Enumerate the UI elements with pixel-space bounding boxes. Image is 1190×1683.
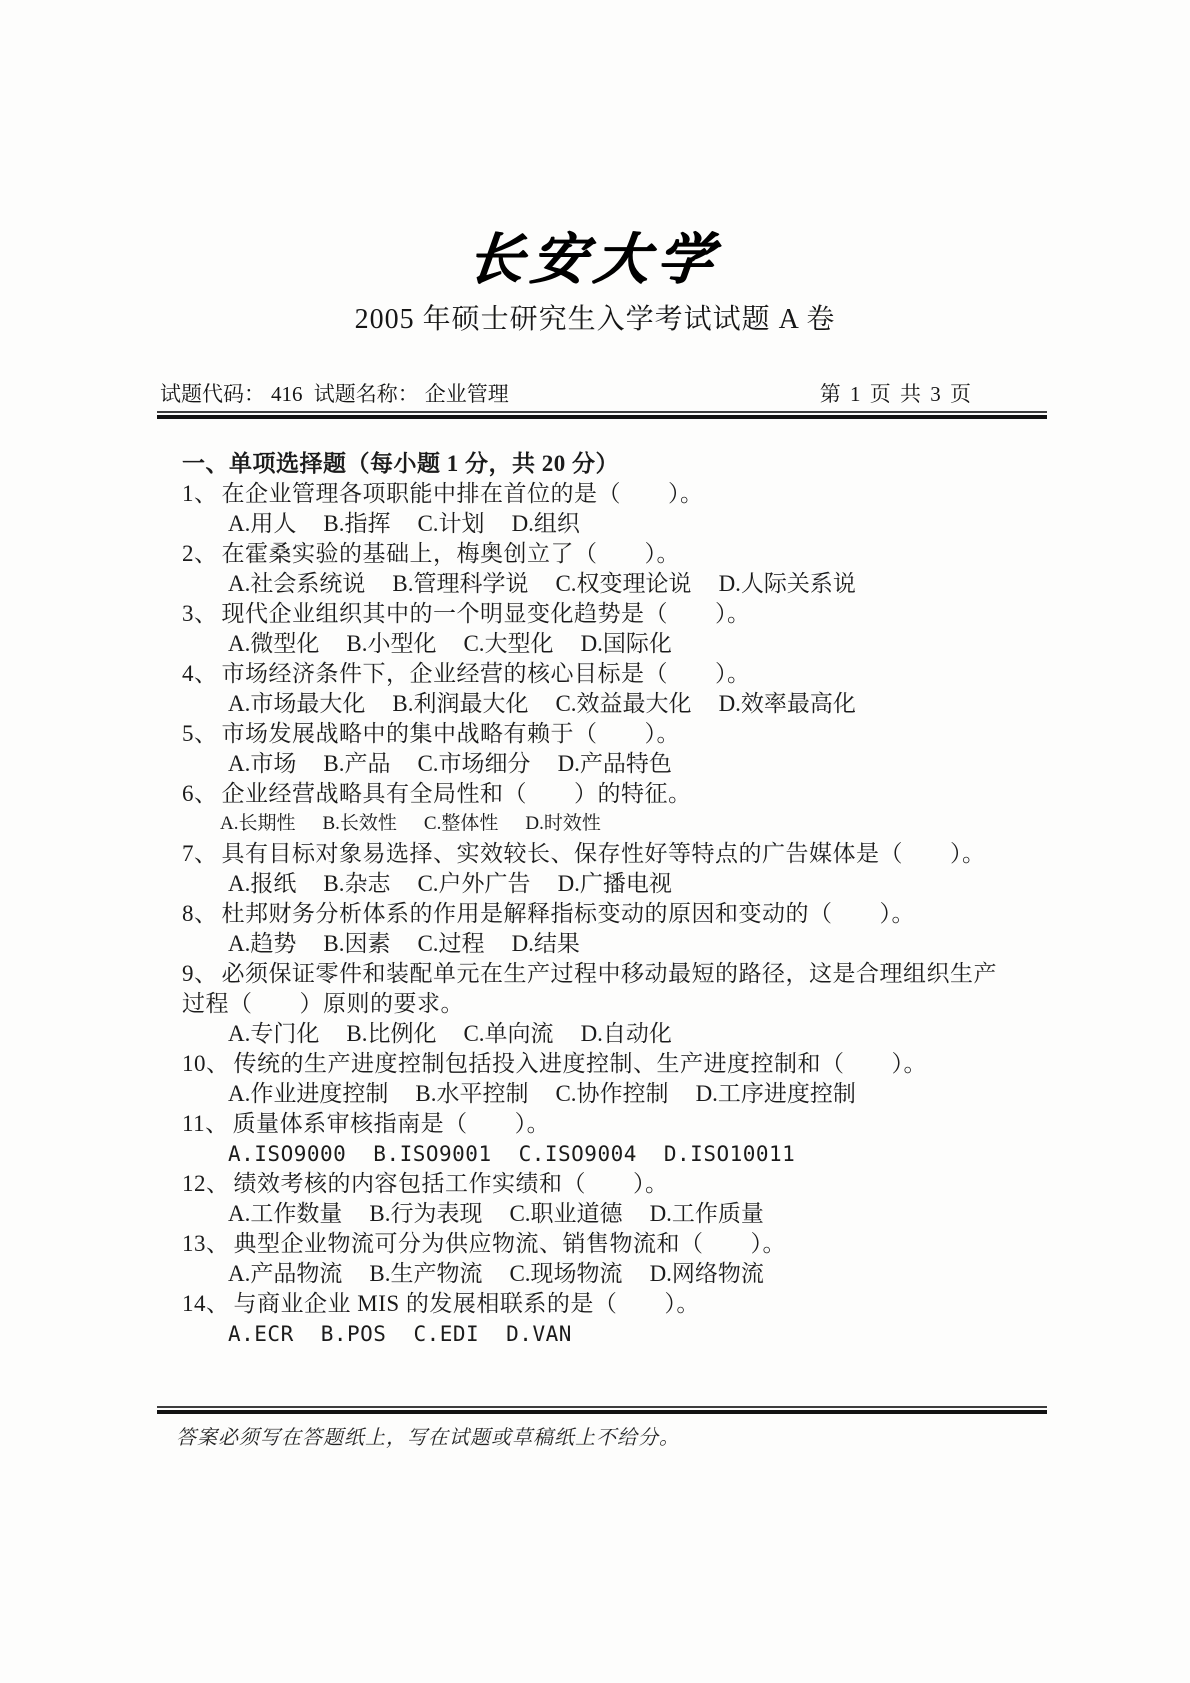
question-text: 市场发展战略中的集中战略有赖于（ ）。 bbox=[221, 721, 680, 746]
option-b: B.杂志 bbox=[323, 871, 391, 896]
question-text: 质量体系审核指南是（ ）。 bbox=[232, 1111, 551, 1136]
option-a: A.社会系统说 bbox=[228, 571, 366, 596]
option-a: A.市场最大化 bbox=[228, 691, 366, 716]
question-1 bbox=[182, 479, 1006, 539]
question-3 bbox=[182, 599, 1006, 659]
option-a: A.市场 bbox=[228, 751, 297, 776]
option-d: D.国际化 bbox=[580, 631, 672, 656]
option-a: A.长期性 bbox=[220, 813, 296, 834]
option-d: D.组织 bbox=[511, 511, 580, 536]
question-2 bbox=[182, 539, 1006, 599]
question-12 bbox=[182, 1169, 1006, 1229]
option-b: B.比例化 bbox=[346, 1021, 437, 1046]
option-b: B.利润最大化 bbox=[392, 691, 529, 716]
question-text: 必须保证零件和装配单元在生产过程中移动最短的路径，这是合理组织生产过程（ ）原则的要求。 bbox=[182, 961, 997, 1016]
question-8 bbox=[182, 899, 1006, 959]
question-stem bbox=[182, 479, 1006, 509]
question-number: 9、 bbox=[182, 961, 218, 986]
question-10 bbox=[182, 1049, 1006, 1109]
exam-code-value: 416 bbox=[271, 382, 303, 406]
option-a: A.作业进度控制 bbox=[228, 1081, 389, 1106]
question-6 bbox=[182, 779, 1006, 839]
question-number: 4、 bbox=[182, 661, 218, 686]
question-options bbox=[182, 509, 1006, 539]
question-7 bbox=[182, 839, 1006, 899]
question-9 bbox=[182, 959, 1006, 1049]
question-stem bbox=[182, 839, 1006, 869]
question-text: 在霍桑实验的基础上，梅奥创立了（ ）。 bbox=[221, 541, 680, 566]
exam-code-label: 试题代码： bbox=[160, 382, 265, 406]
option-b: B.行为表现 bbox=[369, 1201, 483, 1226]
option-d: D.自动化 bbox=[580, 1021, 672, 1046]
option-c: C.市场细分 bbox=[417, 751, 531, 776]
option-b: B.指挥 bbox=[323, 511, 391, 536]
question-stem bbox=[182, 1169, 1006, 1199]
question-stem bbox=[182, 659, 1006, 689]
question-number: 12、 bbox=[182, 1171, 230, 1196]
question-text: 与商业企业 MIS 的发展相联系的是（ ）。 bbox=[233, 1291, 700, 1316]
option-c: C.EDI bbox=[413, 1322, 480, 1346]
option-a: A.趋势 bbox=[228, 931, 297, 956]
question-stem bbox=[182, 599, 1006, 629]
option-a: A.ECR bbox=[228, 1322, 294, 1346]
question-options bbox=[182, 869, 1006, 899]
option-b: B.水平控制 bbox=[415, 1081, 529, 1106]
exam-name-label: 试题名称： bbox=[313, 382, 419, 406]
option-d: D.人际关系说 bbox=[718, 571, 856, 596]
question-options bbox=[182, 1139, 1006, 1169]
option-b: B.长效性 bbox=[322, 813, 397, 834]
question-options bbox=[182, 689, 1006, 719]
option-b: B.管理科学说 bbox=[392, 571, 529, 596]
question-text: 企业经营战略具有全局性和（ ）的特征。 bbox=[221, 781, 692, 806]
option-a: A.微型化 bbox=[228, 631, 320, 656]
question-options bbox=[182, 1319, 1006, 1349]
option-c: C.现场物流 bbox=[509, 1261, 623, 1286]
question-text: 市场经济条件下，企业经营的核心目标是（ ）。 bbox=[221, 661, 751, 686]
question-13 bbox=[182, 1229, 1006, 1289]
question-text: 现代企业组织其中的一个明显变化趋势是（ ）。 bbox=[221, 601, 751, 626]
option-b: B.产品 bbox=[323, 751, 391, 776]
question-options bbox=[182, 929, 1006, 959]
section-heading: 一、单项选择题（每小题 1 分，共 20 分） bbox=[182, 451, 619, 476]
option-a: A.ISO9000 bbox=[228, 1142, 347, 1166]
question-number: 3、 bbox=[182, 601, 218, 626]
question-stem bbox=[182, 1289, 1006, 1319]
question-options bbox=[182, 809, 1006, 839]
question-stem bbox=[182, 1049, 1006, 1079]
question-stem bbox=[182, 1229, 1006, 1259]
option-b: B.POS bbox=[320, 1322, 387, 1346]
option-d: D.时效性 bbox=[525, 813, 601, 834]
header-divider bbox=[157, 411, 1047, 419]
question-stem bbox=[182, 779, 1006, 809]
question-text: 传统的生产进度控制包括投入进度控制、生产进度控制和（ ）。 bbox=[233, 1051, 927, 1076]
question-text: 具有目标对象易选择、实效较长、保存性好等特点的广告媒体是（ ）。 bbox=[221, 841, 986, 866]
option-d: D.结果 bbox=[511, 931, 580, 956]
question-stem bbox=[182, 899, 1006, 929]
exam-info-left bbox=[160, 378, 515, 408]
option-c: C.整体性 bbox=[423, 813, 499, 834]
question-options bbox=[182, 1199, 1006, 1229]
option-b: B.生产物流 bbox=[369, 1261, 483, 1286]
question-11 bbox=[182, 1109, 1006, 1169]
option-d: D.工作质量 bbox=[649, 1201, 764, 1226]
exam-info-bar bbox=[160, 378, 1045, 408]
question-text: 绩效考核的内容包括工作实绩和（ ）。 bbox=[233, 1171, 669, 1196]
option-c: C.计划 bbox=[417, 511, 485, 536]
option-d: D.ISO10011 bbox=[663, 1142, 796, 1166]
option-c: C.协作控制 bbox=[555, 1081, 669, 1106]
question-stem bbox=[182, 959, 1006, 1019]
question-options bbox=[182, 749, 1006, 779]
question-stem bbox=[182, 539, 1006, 569]
exam-title: 2005 年硕士研究生入学考试试题 A 卷 bbox=[354, 304, 836, 335]
question-options bbox=[182, 569, 1006, 599]
footer-note: 答案必须写在答题纸上，写在试题或草稿纸上不给分。 bbox=[176, 1427, 680, 1449]
question-14 bbox=[182, 1289, 1006, 1349]
question-options bbox=[182, 1079, 1006, 1109]
option-c: C.过程 bbox=[417, 931, 485, 956]
option-d: D.效率最高化 bbox=[718, 691, 856, 716]
option-c: C.大型化 bbox=[463, 631, 554, 656]
option-c: C.效益最大化 bbox=[555, 691, 692, 716]
option-a: A.报纸 bbox=[228, 871, 297, 896]
option-c: C.职业道德 bbox=[509, 1201, 623, 1226]
option-b: B.ISO9001 bbox=[373, 1142, 492, 1166]
question-stem bbox=[182, 1109, 1006, 1139]
question-number: 5、 bbox=[182, 721, 218, 746]
option-d: D.网络物流 bbox=[649, 1261, 764, 1286]
question-list bbox=[182, 449, 1006, 1349]
option-c: C.户外广告 bbox=[417, 871, 531, 896]
footer-divider bbox=[157, 1406, 1047, 1414]
question-options bbox=[182, 629, 1006, 659]
question-number: 7、 bbox=[182, 841, 218, 866]
question-number: 2、 bbox=[182, 541, 218, 566]
option-d: D.广播电视 bbox=[557, 871, 672, 896]
question-number: 1、 bbox=[182, 481, 218, 506]
option-a: A.产品物流 bbox=[228, 1261, 343, 1286]
option-d: D.VAN bbox=[506, 1322, 572, 1346]
question-number: 8、 bbox=[182, 901, 218, 926]
page-indicator: 第 1 页 共 3 页 bbox=[819, 382, 973, 406]
option-d: D.工序进度控制 bbox=[695, 1081, 856, 1106]
question-number: 6、 bbox=[182, 781, 218, 806]
question-number: 10、 bbox=[182, 1051, 230, 1076]
question-options bbox=[182, 1259, 1006, 1289]
question-text: 杜邦财务分析体系的作用是解释指标变动的原因和变动的（ ）。 bbox=[221, 901, 915, 926]
option-b: B.因素 bbox=[323, 931, 391, 956]
option-d: D.产品特色 bbox=[557, 751, 672, 776]
question-text: 在企业管理各项职能中排在首位的是（ ）。 bbox=[221, 481, 704, 506]
question-4 bbox=[182, 659, 1006, 719]
option-a: A.用人 bbox=[228, 511, 297, 536]
question-stem bbox=[182, 719, 1006, 749]
university-logo: 长安大学 bbox=[465, 229, 724, 290]
question-5 bbox=[182, 719, 1006, 779]
exam-name-value: 企业管理 bbox=[424, 382, 509, 406]
question-number: 13、 bbox=[182, 1231, 230, 1256]
option-c: C.单向流 bbox=[463, 1021, 554, 1046]
option-b: B.小型化 bbox=[346, 631, 437, 656]
option-a: A.工作数量 bbox=[228, 1201, 343, 1226]
question-options bbox=[182, 1019, 1006, 1049]
question-text: 典型企业物流可分为供应物流、销售物流和（ ）。 bbox=[233, 1231, 786, 1256]
option-a: A.专门化 bbox=[228, 1021, 320, 1046]
option-c: C.权变理论说 bbox=[555, 571, 692, 596]
question-number: 11、 bbox=[182, 1111, 229, 1136]
question-number: 14、 bbox=[182, 1291, 230, 1316]
option-c: C.ISO9004 bbox=[518, 1142, 637, 1166]
